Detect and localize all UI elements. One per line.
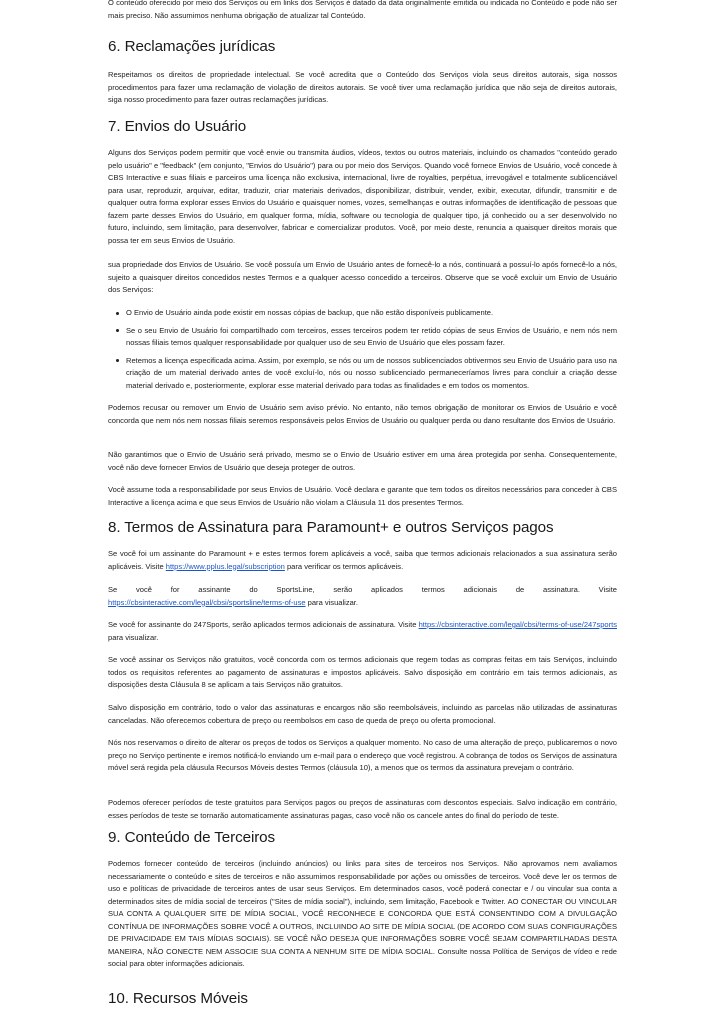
list-item: Retemos a licença especificada acima. Assim, por exemplo, se nós ou um de nossos sublicenciados obtivermos seu Envio de Usuário para uso na criação de um material derivado antes de você excluí-lo, nós ou nosso sublicenciado permaneceríamos livres para concluir a criação desse material derivado e, posteriormente, explorar esse material derivado para todas as finalidades e em todos os momentos.: [126, 355, 617, 393]
list-item: O Envio de Usuário ainda pode existir em nossas cópias de backup, que não estão disponíveis publicamente.: [126, 307, 617, 320]
section-6-paragraph-1: Respeitamos os direitos de propriedade intelectual. Se você acredita que o Conteúdo dos Serviços viola seus direitos autorais, siga nossos procedimentos para fazer uma reclamação de violação de direitos autorais. Se você tiver uma reclamação jurídica que não seja de direitos autorais, siga nosso procedimento para fazer outras reclamações jurídicas.: [108, 70, 617, 104]
section-8-paragraph-3: [108, 619, 617, 644]
section-8-paragraph-6: Nós nos reservamos o direito de alterar os preços de todos os Serviços a qualquer momento. No caso de uma alteração de preço, publicaremos o novo preço no Serviço pertinente e iremos notificá-lo enviando um e-mail para o endereço que você registrou. A cobrança de todos os Serviços de assinatura móvel será regida pela cláusula Recursos Móveis destes Termos (cláusula 10), a menos que os termos da assinatura prevejam o contrário.: [108, 738, 617, 772]
section-10-title: 10. Recursos Móveis: [108, 990, 248, 1007]
section-9-title: 9. Conteúdo de Terceiros: [108, 829, 276, 846]
section-8-paragraph-5: Salvo disposição em contrário, todo o valor das assinaturas e encargos não são reembolsáveis, incluindo as parcelas não utilizadas de assinaturas canceladas. Não oferecemos cobertura de preço ou reembolsos em caso de queda de preço ou oferta promocional.: [108, 703, 617, 725]
section-7-paragraph-3: Podemos recusar ou remover um Envio de Usuário sem aviso prévio. No entanto, não temos obrigação de monitorar os Envios de Usuário e você concorda que nem nós nem nossas filiais seremos responsáveis pelos Envios de Usuário ou qualquer perda ou dano resultante dos Envios de Usuário.: [108, 403, 617, 425]
section-7-paragraph-4: Não garantimos que o Envio de Usuário será privado, mesmo se o Envio de Usuário estiver em uma área protegida por senha. Consequentemente, você não deve fornecer Envios de Usuário que deseja proteger de outros.: [108, 450, 617, 472]
paragraph-text: para verificar os termos aplicáveis.: [284, 561, 404, 571]
section-8-paragraph-4: Se você assinar os Serviços não gratuitos, você concorda com os termos adicionais que regem todas as compras feitas em tais Serviços, incluindo todos os requisitos referentes ao pagamento de assinaturas e impostos aplicáveis. Salvo disposição em contrário em tais termos adicionais, as disposições desta Cláusula 8 se aplicam a tais Serviços não gratuitos.: [108, 655, 617, 689]
paragraph-text: Se você for assinante do 247Sports, serão aplicados termos adicionais de assinatura. Visite: [108, 620, 419, 629]
sportsline-terms-link[interactable]: https://cbsinteractive.com/legal/cbsi/sportsline/terms-of-use: [108, 597, 306, 607]
paragraph-text: Se você for assinante do SportsLine, serão aplicados termos adicionais de assinatura. Visite: [108, 585, 617, 594]
paragraph-text: Se você foi um assinante do Paramount + e estes termos forem aplicáveis a você, saiba que termos adicionais relacionados a sua assinatura serão aplicáveis. Visite: [108, 549, 617, 571]
section-9-paragraph-1: Podemos fornecer conteúdo de terceiros (incluindo anúncios) ou links para sites de terceiros nos Serviços. Não aprovamos nem avaliamos necessariamente o conteúdo e sites de terceiros e não assumimos responsabilidade por ações ou omissões de terceiros. Você deve ler os termos de uso e políticas de privacidade de terceiros antes de usar seus Serviços. Em determinados casos, você poderá conectar e / ou vincular sua conta a determinados sites de mídia social de terceiros ("Sites de mídia social"), incluindo, sem limitação, Facebook e Twitter. AO CONECTAR OU VINCULAR SUA CONTA A QUALQUER SITE DE MÍDIA SOCIAL, VOCÊ RECONHECE E CONCORDA QUE ESTÁ CONSENTINDO COM A DIVULGAÇÃO CONTÍNUA DE INFORMAÇÕES SOBRE VOCÊ A OUTROS, INCLUINDO AO SITE DE MÍDIA SOCIAL (DE ACORDO COM SUAS CONFIGURAÇÕES DE PRIVACIDADE EM TAIS MÍDIAS SOCIAIS). SE VOCÊ NÃO DESEJA QUE INFORMAÇÕES SOBRE VOCÊ SEJAM COMPARTILHADAS DESTA MANEIRA, NÃO CONECTE NEM ASSOCIE SUA CONTA A NENHUM SITE DE MÍDIA SOCIAL. Consulte nossa Política de Serviços de vídeo e rede social para obter informações adicionais.: [108, 859, 617, 968]
pplus-subscription-link[interactable]: https://www.pplus.legal/subscription: [165, 561, 285, 571]
section-8-paragraph-2: [108, 584, 617, 609]
section-7-bullet-list: [108, 307, 617, 392]
intro-paragraph: O conteúdo oferecido por meio dos Serviços ou em links dos Serviços é datado da data originalmente emitida ou indicada no Conteúdo e pode não ser mais preciso. Não assumimos nenhuma obrigação de atualizar tal Conteúdo.: [108, 0, 617, 20]
paragraph-text: para visualizar.: [305, 597, 358, 607]
section-7-paragraph-1: Alguns dos Serviços podem permitir que você envie ou transmita áudios, vídeos, textos ou outros materiais, incluindo os chamados "conteúdo gerado pelo usuário" e "feedback" (em conjunto, "Envios do Usuário") para ou por meio dos Serviços. Quando você fornece Envios de Usuário, você concede à CBS Interactive e suas filiais e parceiros uma licença não exclusiva, internacional, livre de royalties, perpétua, irrevogável e totalmente sublicenciável para usar, reproduzir, arquivar, editar, traduzir, criar materiais derivados, disponibilizar, distribuir, vender, exibir, executar, difundir, transmitir e de qualquer outra forma explorar esses Envios do Usuário e quaisquer nomes, vozes, semelhanças e outras informações de identificação de pessoas que fazem parte desses Envios do Usuário, em qualquer forma, mídia, software ou tecnologia de qualquer tipo, já conhecido ou a ser desenvolvido no futuro, incluindo, sem limitação, para desenvolver, fabricar e comercializar produtos. Você, por meio deste, renuncia a quaisquer direitos morais que possa ter em seus Envios de Usuário.: [108, 148, 617, 245]
section-7-paragraph-5: Você assume toda a responsabilidade por seus Envios de Usuário. Você declara e garante que tem todos os direitos necessários para conceder à CBS Interactive a licença acima e que seus Envios de Usuário não violam a Cláusula 11 dos presentes Termos.: [108, 485, 617, 507]
list-item: Se o seu Envio de Usuário foi compartilhado com terceiros, esses terceiros podem ter retido cópias de seus Envios de Usuário, e nem nós nem nossas filiais temos qualquer responsabilidade por qualquer uso de seu Envio de Usuário que eles possam fazer.: [126, 325, 617, 350]
247sports-terms-link[interactable]: https://cbsinteractive.com/legal/cbsi/terms-of-use/247sports: [418, 620, 617, 629]
paragraph-text: [108, 597, 617, 610]
section-8-title: 8. Termos de Assinatura para Paramount+ e outros Serviços pagos: [108, 519, 554, 536]
section-8-paragraph-1: [108, 548, 617, 573]
section-7-paragraph-2: sua propriedade dos Envios de Usuário. Se você possuía um Envio de Usuário antes de fornecê-lo a nós, continuará a possuí-lo após fornecê-lo a nós, sujeito a quaisquer direitos concedidos nestes Termos e a qualquer acesso concedido a terceiros. Observe que se você excluir um Envio de Usuário dos Serviços:: [108, 260, 617, 294]
section-8-paragraph-7: Podemos oferecer períodos de teste gratuitos para Serviços pagos ou preços de assinaturas com descontos especiais. Salvo indicação em contrário, esses períodos de teste se tornarão automaticamente assinaturas pagas, caso você não os cancele antes do final do período de teste.: [108, 798, 617, 820]
section-7-title: 7. Envios do Usuário: [108, 118, 247, 135]
paragraph-text: para visualizar.: [108, 632, 159, 642]
section-6-title: 6. Reclamações jurídicas: [108, 38, 276, 55]
